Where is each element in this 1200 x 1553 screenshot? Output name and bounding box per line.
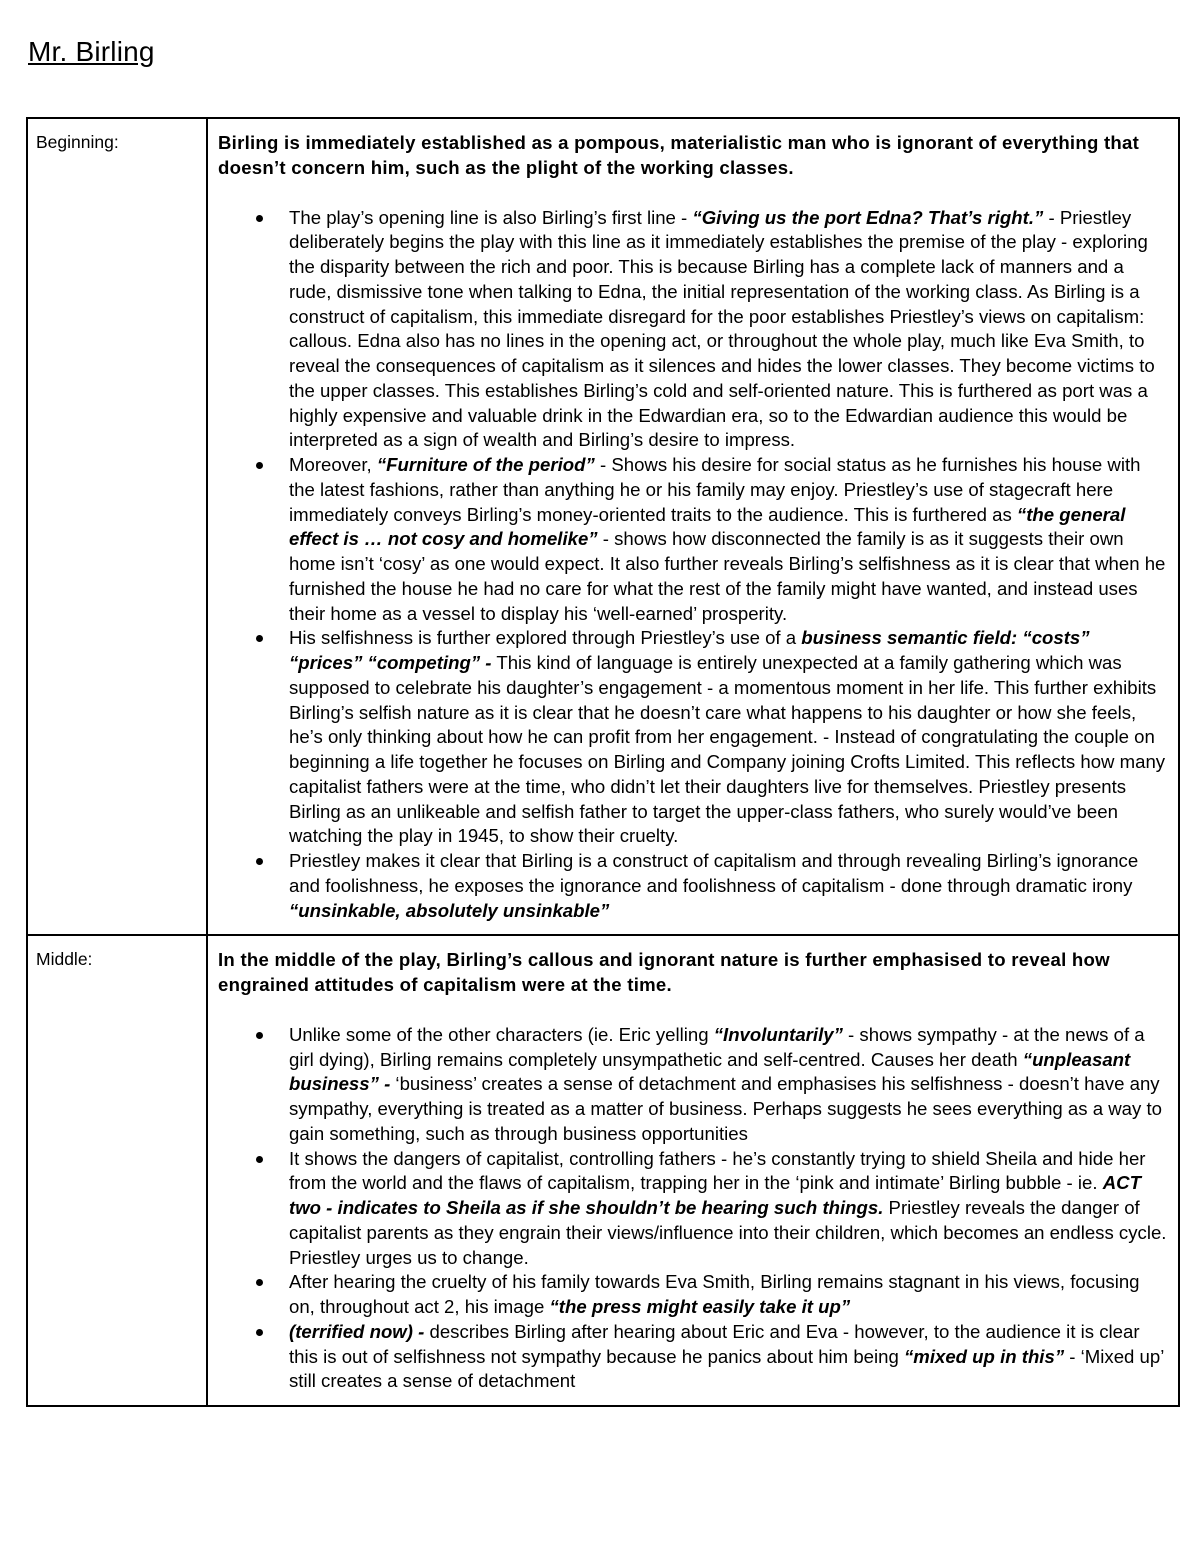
quote-text: “Furniture of the period”: [376, 454, 595, 475]
body-text: It shows the dangers of capitalist, controlling fathers - he’s constantly trying to shield Sheila and hide her from the world and the flaws of capitalism, trapping her in the ‘pink and intimate’ Birling bubble - ie.: [289, 1147, 1146, 1194]
bullet-icon: [256, 1329, 263, 1336]
bullet-icon: [256, 635, 263, 642]
section-content: [207, 935, 1179, 1406]
bullet-icon: [256, 1032, 263, 1039]
bullet-text: [289, 850, 1138, 921]
bullet-text: [289, 627, 1165, 846]
bullet-icon: [256, 1279, 263, 1286]
body-text: - Priestley deliberately begins the play with this line as it immediately establishes the premise of the play - exploring the disparity between the rich and poor. This is because Birling has a complete lack of manners and a rude, dismissive tone when talking to Edna, the initial representation of the working class. As Birling is a construct of capitalism, this immediate disregard for the poor establishes Priestley’s views on capitalism: callous. Edna also has no lines in the opening act, or throughout the whole play, much like Eva Smith, to reveal the consequences of capitalism as it silences and hides the lower classes. They become victims to the upper classes. This establishes Birling’s cold and self-oriented nature. This is furthered as port was a highly expensive and valuable drink in the Edwardian era, so to the Edwardian audience this would be interpreted as a sign of wealth and Birling’s desire to impress.: [289, 206, 1155, 451]
quote-text: “Involuntarily”: [713, 1023, 843, 1045]
quote-text: business semantic field: “costs” “prices” “competing” -: [289, 627, 1090, 673]
section-label: Beginning:: [27, 118, 207, 935]
body-text: describes Birling after hearing about Eric and Eva - however, to the audience it is clear this is out of selfishness not sympathy because he panics about him being: [289, 1320, 1140, 1367]
bullet-icon: [256, 858, 263, 865]
quote-text: “the press might easily take it up”: [549, 1296, 851, 1317]
bullet-text: [289, 1024, 1162, 1144]
list-item: [289, 1320, 1168, 1394]
bullet-text: [289, 1148, 1166, 1268]
bullet-icon: [256, 462, 263, 469]
body-text: - shows sympathy - at the news of a girl dying), Birling remains completely unsympathetic and self-centred. Causes her death: [289, 1023, 1145, 1070]
section-intro: In the middle of the play, Birling’s callous and ignorant nature is further emphasised to reveal how engrained attitudes of capitalism were at the time.: [218, 949, 1110, 995]
bullet-list: [218, 1023, 1168, 1394]
section-content: [207, 118, 1179, 935]
quote-text: ACT two - indicates to Sheila as if she shouldn’t be hearing such things.: [289, 1172, 1141, 1218]
quote-text: “the general effect is … not cosy and homelike”: [289, 503, 1126, 550]
quote-text: “mixed up in this”: [903, 1345, 1065, 1367]
body-text: Priestley makes it clear that Birling is a construct of capitalism and through revealing Birling’s ignorance and foolishness, he exposes the ignorance and foolishness of capitalism - done through dramatic irony: [289, 850, 1139, 896]
body-text: Unlike some of the other characters (ie. Eric yelling: [289, 1023, 714, 1045]
body-text: Priestley reveals the danger of capitalist parents as they engrain their views/influence into their children, which becomes an endless cycle. Priestley urges us to change.: [289, 1197, 1167, 1268]
bullet-text: [289, 207, 1155, 451]
quote-text: “unsinkable, absolutely unsinkable”: [289, 899, 610, 921]
table-row-beginning: [27, 118, 1179, 935]
bullet-text: [289, 1321, 1164, 1392]
list-item: [289, 453, 1168, 626]
bullet-list: [218, 206, 1168, 924]
table-row-middle: [27, 935, 1179, 1406]
analysis-table: [26, 117, 1180, 1407]
list-item: [289, 1147, 1168, 1271]
quote-text: “unpleasant business” -: [289, 1048, 1131, 1095]
body-text: - shows how disconnected the family is as it suggests their own home isn’t ‘cosy’ as one would expect. It also further reveals Birling’s selfishness as it is clear that when he furnished the house he had no care for what the rest of the family might have wanted, and instead uses their home as a vessel to display his ‘well-earned’ prosperity.: [289, 528, 1166, 624]
list-item: [289, 849, 1168, 923]
body-text: This kind of language is entirely unexpected at a family gathering which was supposed to celebrate his daughter’s engagement - a momentous moment in her life. This further exhibits Birling’s selfish nature as it is clear that he doesn’t care what happens to his daughter or how she feels, he’s only thinking about how he can profit from her engagement. - Instead of congratulating the couple on beginning a life together he focuses on Birling and Company joining Crofts Limited. This reflects how many capitalist fathers were at the time, who didn’t let their daughters live for themselves. Priestley presents Birling as an unlikeable and selfish father to target the upper-class fathers, who surely would’ve been watching the play in 1945, to show their cruelty.: [289, 652, 1166, 847]
list-item: [289, 1270, 1168, 1320]
list-item: [289, 1023, 1168, 1147]
list-item: [289, 626, 1168, 849]
bullet-text: [289, 1271, 1140, 1317]
quote-text: (terrified now) -: [289, 1320, 425, 1342]
body-text: - ‘Mixed up’ still creates a sense of detachment: [289, 1345, 1164, 1392]
quote-text: “Giving us the port Edna? That’s right.”: [692, 206, 1044, 228]
document-title: Mr. Birling: [28, 36, 155, 67]
body-text: His selfishness is further explored through Priestley’s use of a: [289, 627, 802, 649]
body-text: The play’s opening line is also Birling’s first line -: [289, 206, 693, 228]
bullet-icon: [256, 215, 263, 222]
body-text: Moreover,: [289, 454, 377, 475]
list-item: [289, 206, 1168, 454]
section-intro: Birling is immediately established as a pompous, materialistic man who is ignorant of everything that doesn’t concern him, such as the plight of the working classes.: [218, 132, 1140, 178]
bullet-icon: [256, 1156, 263, 1163]
body-text: ‘business’ creates a sense of detachment and emphasises his selfishness - doesn’t have any sympathy, everything is treated as a matter of business. Perhaps suggests he sees everything as a way to gain something, such as through business opportunities: [289, 1073, 1162, 1144]
bullet-text: [289, 454, 1165, 624]
body-text: - Shows his desire for social status as he furnishes his house with the latest fashions, rather than anything he or his family may enjoy. Priestley’s use of stagecraft here immediately conveys Birling’s money-oriented traits to the audience. This is furthered as: [289, 454, 1141, 525]
section-label: Middle:: [27, 935, 207, 1406]
body-text: After hearing the cruelty of his family towards Eva Smith, Birling remains stagnant in his views, focusing on, throughout act 2, his image: [289, 1271, 1140, 1317]
